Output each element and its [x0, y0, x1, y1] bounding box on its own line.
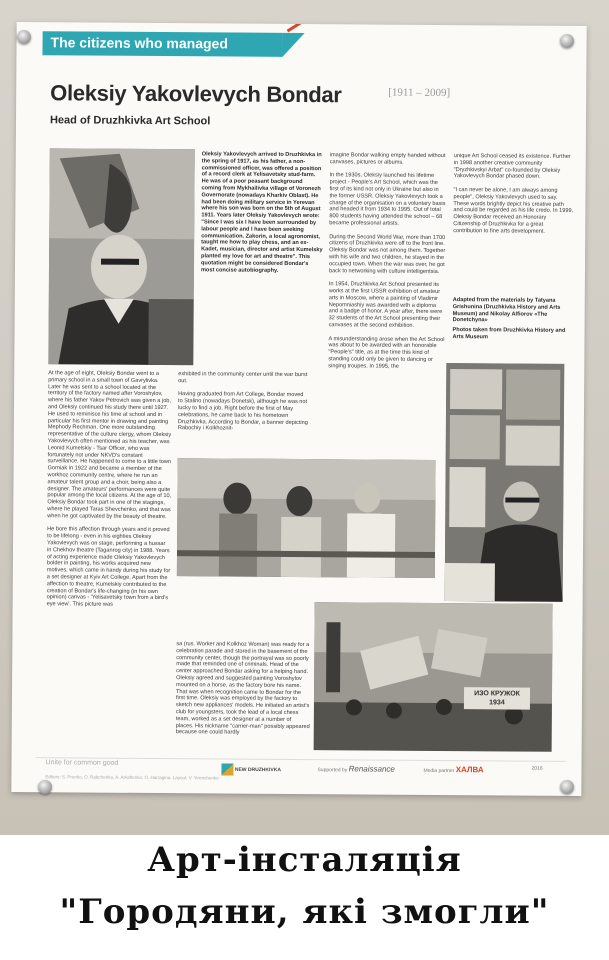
- portrait-drawing: [48, 148, 195, 365]
- renaissance-label: Renaissance: [348, 764, 395, 774]
- pin-bottom-right: [560, 780, 574, 794]
- col2-bottom: sa (rus. Worker and Kolkhoz Woman) was ready for a celebration parade and stored in the basement of the community center, though the portrayal was so poorly made that reminded one of criminals. Head of the center approached Bondar asking for a helping hand. Oleksiy agreed and suggested painting Voroshylov mounted on a horse, as the factory bore his name. That was when recognition came to Bondar for the first time. Oleksiy was employed by the factory to sketch new appliances' models. He initiated an artist's club for youngsters, took the lead of a local chess team, worked as a set designer at a number of places. His nickname "carrier-man" possibly appeared because one could hardly: [175, 641, 310, 736]
- media-partner-logo: [423, 765, 483, 774]
- logo-new-label: NEW DRUZHKIVKA: [234, 766, 281, 774]
- group-photo-drawing: [177, 458, 436, 578]
- credits-photos: Photos taken from Druzhkivka History and Arts Museum: [452, 327, 566, 341]
- caption-line-1: Арт-інсталяція: [147, 840, 462, 880]
- media-partner-label: Media partner: [423, 767, 455, 775]
- poster-header: The citizens who managed: [50, 34, 228, 52]
- supported-by-logo: [317, 764, 394, 774]
- pin-top-left: [17, 30, 31, 44]
- col2-mid: exhibited in the community center until the war burst out. Having graduated from Art College, Bondar moved to Stalino (nowadays Donetsk), although he was not lucky to find a job. Right before the first of May celebrations, he came back to his hometown Druzhkivka. According to Bondar, a banner depicting Rabochiy i Kolkhoznit-: [177, 371, 308, 432]
- portrait-photo: [48, 148, 195, 365]
- footer-slogan: Unite for common good: [45, 759, 119, 767]
- col3-top: imagine Bondar walking empty handed without canvases, pictures or albums. In the 1930s, Oleksiy launched his lifetime project - People's Art School, which was the first of its kind not only in Ukraine but also in the former USSR. Oleksiy Yakovlevych took a charge of the organisation on a voluntary basis and headed it from 1934 to 1995. Out of total 800 students having attended the school – 68 became professional artists. During the Second World War, more than 1700 citizens of Druzhkivka were off to the front line. Oleksiy Bondar was not among them. Together with his wife and two children, he stayed in the occupied town. When the war was over, he got back to networking with culture intelligentsia. In 1954, Druzhkivka Art School presented its works at the first USSR exhibition of amateur arts in Moscow, where a painting of Vladimir Nepomniashiy was awarded with a diploma and a badge of honor. A year after, there were 32 students of the Art School presenting their canvases at the second exhibition. A misunderstanding arose when the Art School was about to be awarded with an honorable "People's" title, as at the time this kind of standing could only be given to dancing or singing troupes. In 1995, the: [328, 152, 446, 370]
- col1-text: At the age of eight, Oleksiy Bondar went to a primary school in a small town of Gavrylivka. Later he was sent to a school located at the territory of the factory named after Voroshylov, where his father Yakov Petrovich was given a job, and Oleksiy continued his study there until 1927. He used to reminisce his time at school and in particular his first mentor in drawing and painting Mephody Rechman. One more outstanding representative of the culture clergy, whom Oleksiy Yakovlevych often mentioned as his teacher, was Leonid Kumelskiy - Tsar Officer, who was fortunately not under NKVD's constant surveillance. He happened to come to a little town Gorniak in 1922 and became a member of the workhoz community centre, where he run an amateur talent group and a choir, being also a designer. The amateurs' performances were quite popular among the local citizens. At the age of 10, Oleksiy Bondar took part in one of the stagings, where he played Taras Shevchenko, and that was when he got captivated by the beauty of theatre. He bore this affection through years and it proved to be lifelong - even in his eighties Oleksiy Yakovlevych was on stage, performing a hussar in Chekhov theatre (Taganrog city) in 1988. Years of acting experience made Oleksiy Yakovlevych bolder in painting, his works acquired new motives, which came in handy during his study for a set designer at Kyiv Art College. Apart from the affection to theatre, Kumelskiy contributed to the creation of Bondar's life-changing (in his own opinion) canvas - 'Yelisavetsky town from a bird's eye view'. This picture was: [46, 370, 172, 608]
- header-band-tail: [282, 33, 304, 57]
- artist-painting-photo: [445, 363, 565, 602]
- col4-top: unique Art School ceased its existence. Further in 1998 another creative community "Dryzhkivskyi Arbat" co-founded by Oleksiy Yakovlevych Bondar phased down. "I can never be alone, I am always among people", Oleksiy Yakovlevych used to say. These words brightly depict his creative path and could be regarded as his life credo. In 1999, Oleksiy Bondar received an Honorary Citizenship of Druzhkivka for a great contribution to fine arts development.: [453, 153, 574, 235]
- group-photo: [177, 458, 436, 578]
- pin-top-right: [560, 34, 574, 48]
- art-class-photo: [314, 602, 553, 752]
- pin-bottom-left: [38, 780, 52, 794]
- poster-subtitle: Head of Druzhkivka Art School: [49, 114, 211, 128]
- new-druzhkivka-logo: [221, 763, 281, 775]
- poster: [11, 22, 586, 796]
- header-accent-line: [287, 22, 319, 32]
- col2-intro: Oleksiy Yakovlevych arrived to Druzhkivka in the spring of 1917, as his father, a non-commissioned officer, was offered a position of a record clerk at Yelisavetsky stud-farm. He was of a poor peasant background coming from Mykhailivka village of Voronezh Governorate (nowadays Kharkiv Oblast). He had been doing military service in Yerevan where his son was born on the 5th of August 1911. Years later Oleksiy Yakovlevych wrote: "Since I was six I have been surrounded by labour people and I have been seeking communication. Zakorin, a local agronomist, taught me how to play chess, and an ex-Kadet, musician, director and artist Kumelsky planted my love for art and theatre". This quotation might be considered Bondar's most concise autobiography.: [200, 151, 323, 274]
- poster-years: [1911 – 2009]: [388, 86, 451, 100]
- supported-by-label: Supported by: [317, 767, 348, 774]
- xalva-label: ХАЛВА: [455, 765, 484, 775]
- credits-adapted: Adapted from the materials by Tatyana Grishunina (Druzhkivka History and Arts Museum) and Nikolay Alfiorov «The Donetchyna»: [452, 297, 561, 324]
- footer-credits: Editors: S. Prunko, O. Rabchenko, A. Arkaftenko, O. Harragina. Layout: V. Yermchenko: [45, 774, 219, 781]
- logo-mark-icon: [221, 763, 233, 775]
- artist-painting-drawing: [445, 363, 565, 602]
- art-class-drawing: [314, 602, 553, 752]
- footer-year: 2016: [531, 765, 543, 772]
- class-photo-sign: ИЗО КРУЖОК 1934: [474, 690, 520, 707]
- caption-line-2: "Городяни, які змогли": [59, 892, 550, 932]
- poster-title: Oleksiy Yakovlevych Bondar: [50, 80, 342, 108]
